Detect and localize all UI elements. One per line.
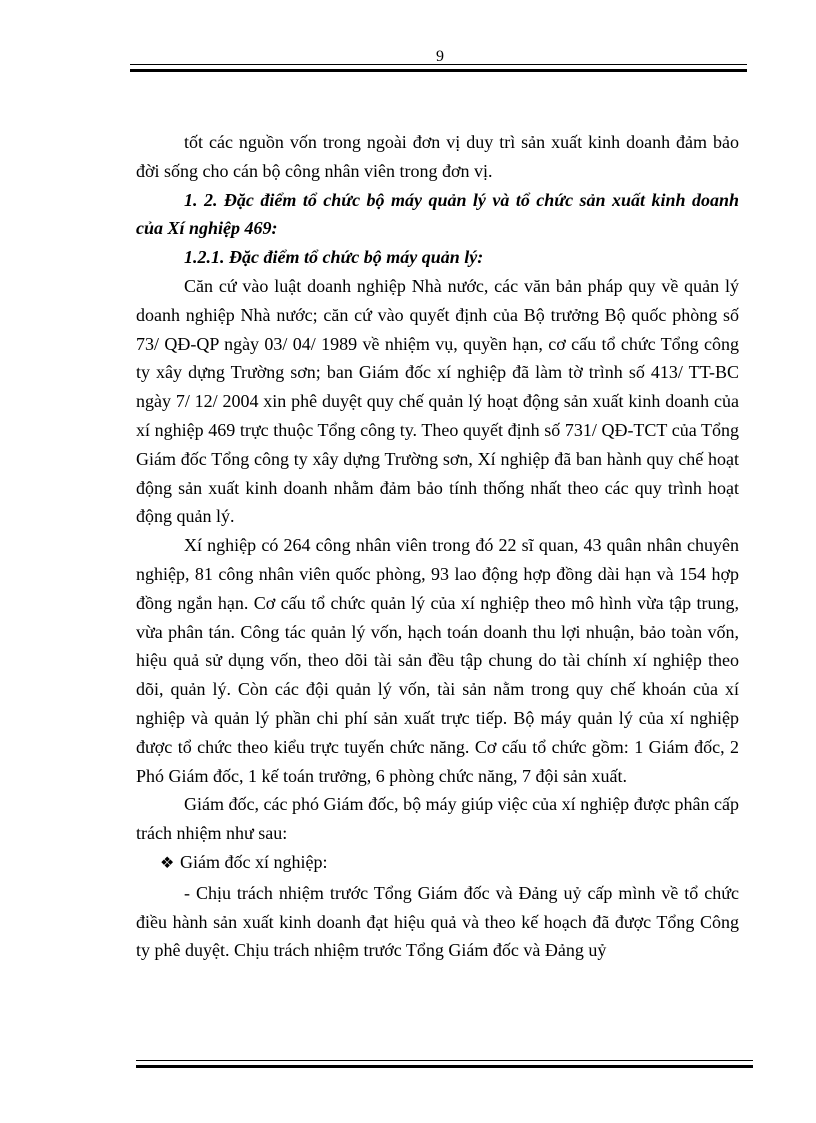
bullet-label: Giám đốc xí nghiệp:: [180, 851, 328, 872]
paragraph-staff-structure: Xí nghiệp có 264 công nhân viên trong đó 22 sĩ quan, 43 quân nhân chuyên nghiệp, 81 công nhân viên quốc phòng, 93 lao động hợp đồng dài hạn và 154 hợp đồng ngắn hạn. Cơ cấu tổ chức quản lý của xí nghiệp theo mô hình vừa tập trung, vừa phân tán. Công tác quản lý vốn, hạch toán doanh thu lợi nhuận, bảo toàn vốn, hiệu quả sử dụng vốn, theo dõi tài sản đều tập chung do tài chính xí nghiệp theo dõi, quản lý. Còn các đội quản lý vốn, tài sản nằm trong quy chế khoán của xí nghiệp và quản lý phần chi phí sản xuất trực tiếp. Bộ máy quản lý của xí nghiệp được tổ chức theo kiểu trực tuyến chức năng. Cơ cấu tổ chức gồm: 1 Giám đốc, 2 Phó Giám đốc, 1 kế toán trưởng, 6 phòng chức năng, 7 đội sản xuất.: [136, 535, 739, 786]
header-divider: [130, 64, 747, 72]
paragraph-director-duties: - Chịu trách nhiệm trước Tổng Giám đốc và Đảng uỷ cấp mình về tổ chức điều hành sản xuất kinh doanh đạt hiệu quả và theo kế hoạch đã được Tổng Công ty phê duyệt. Chịu trách nhiệm trước Tổng Giám đốc và Đảng uỷ: [136, 882, 739, 961]
paragraph-continuation: tốt các nguồn vốn trong ngoài đơn vị duy trì sản xuất kinh doanh đảm bảo đời sống cho cán bộ công nhân viên trong đơn vị.: [136, 132, 739, 181]
paragraph-legal-basis: Căn cứ vào luật doanh nghiệp Nhà nước, các văn bản pháp quy về quản lý doanh nghiệp Nhà nước; căn cứ vào quyết định của Bộ trưởng Bộ quốc phòng số 73/ QĐ-QP ngày 03/ 04/ 1989 về nhiệm vụ, quyền hạn, cơ cấu tổ chức Tổng công ty xây dựng Trường sơn; ban Giám đốc xí nghiệp đã làm tờ trình số 413/ TT-BC ngày 7/ 12/ 2004 xin phê duyệt quy chế quản lý hoạt động sản xuất kinh doanh của xí nghiệp 469 trực thuộc Tổng công ty. Theo quyết định số 731/ QĐ-TCT của Tổng Giám đốc Tổng công ty xây dựng Trường sơn, Xí nghiệp đã ban hành quy chế hoạt động sản xuất kinh doanh nhằm đảm bảo tính thống nhất theo các quy trình hoạt động quản lý.: [136, 275, 739, 527]
section-heading-1-2-1: 1.2.1. Đặc điểm tổ chức bộ máy quản lý:: [184, 247, 484, 268]
footer-divider: [136, 1060, 753, 1068]
document-body: [136, 128, 739, 965]
page-number: 9: [436, 48, 444, 65]
diamond-bullet-icon: ❖: [160, 854, 175, 872]
paragraph-responsibilities-intro: Giám đốc, các phó Giám đốc, bộ máy giúp việc của xí nghiệp được phân cấp trách nhiệm như sau:: [136, 794, 739, 844]
section-heading-1-2: 1. 2. Đặc điểm tổ chức bộ máy quản lý và tổ chức sản xuất kinh doanh của Xí nghiệp 469:: [136, 189, 739, 239]
bullet-item-director: [136, 848, 739, 879]
